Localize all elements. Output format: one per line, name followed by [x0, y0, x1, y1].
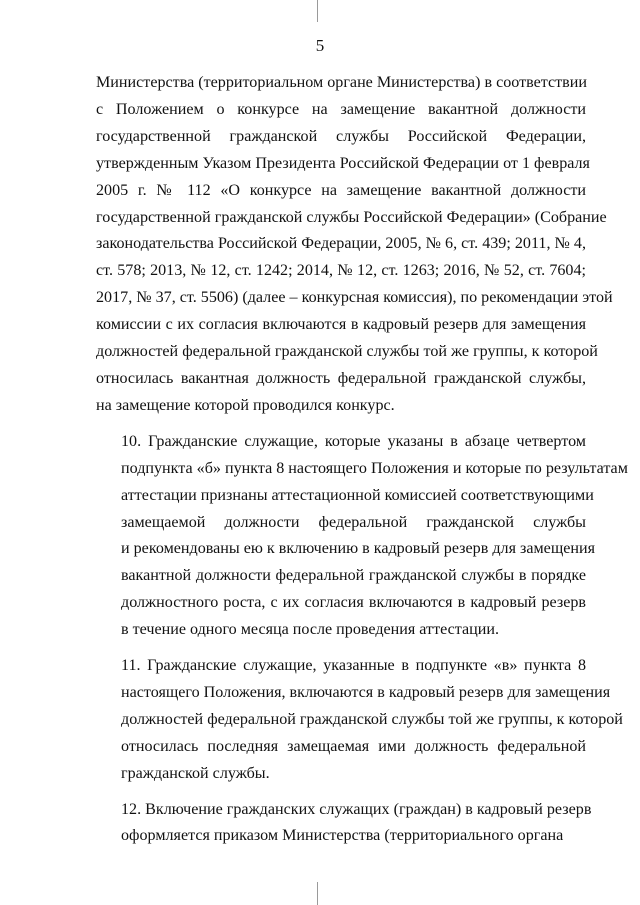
text-line: должностного роста, с их согласия включаются в кадровый резерв — [121, 594, 586, 612]
text-line: на замещение которой проводился конкурс. — [96, 396, 395, 414]
text-line: должностей федеральной гражданской службы той же группы, к которой — [121, 710, 623, 728]
document-body — [96, 70, 628, 859]
text-line: относилась вакантная должность федеральной гражданской службы, — [96, 369, 586, 387]
text-line: 11. Гражданские служащие, указанные в подпункте «в» пункта 8 — [121, 657, 586, 675]
text-line: 2017, № 37, ст. 5506) (далее – конкурсная комиссия), по рекомендации этой — [96, 289, 613, 307]
text-line: гражданской службы. — [121, 764, 270, 782]
text-line: вакантной должности федеральной гражданской службы в порядке — [121, 567, 586, 585]
text-line: подпункта «б» пункта 8 настоящего Положения и которые по результатам — [121, 459, 628, 477]
scan-fold-mark-bottom — [317, 882, 318, 905]
text-line: государственной гражданской службы Российской Федерации» (Собрание — [96, 208, 607, 226]
text-line: утвержденным Указом Президента Российской Федерации от 1 февраля — [96, 154, 590, 172]
text-line: аттестации признаны аттестационной комиссией соответствующими — [121, 486, 594, 504]
paragraph-3 — [96, 653, 623, 788]
text-line: оформляется приказом Министерства (территориального органа — [121, 827, 564, 845]
text-line: замещаемой должности федеральной гражданской службы — [121, 513, 586, 531]
text-line: 2005 г. № 112 «О конкурсе на замещение вакантной должности — [96, 181, 586, 199]
text-line: должностей федеральной гражданской службы той же группы, к которой — [96, 343, 598, 361]
text-line: законодательства Российской Федерации, 2005, № 6, ст. 439; 2011, № 4, — [96, 235, 586, 253]
scan-fold-mark-top — [317, 0, 318, 22]
paragraph-1 — [96, 70, 613, 420]
text-line: относилась последняя замещаемая ими должность федеральной — [121, 737, 586, 755]
text-line: настоящего Положения, включаются в кадровый резерв для замещения — [121, 683, 611, 701]
paragraph-4 — [96, 797, 592, 851]
text-line: 12. Включение гражданских служащих (граждан) в кадровый резерв — [121, 800, 592, 818]
text-line: комиссии с их согласия включаются в кадровый резерв для замещения — [96, 316, 586, 334]
paragraph-2 — [96, 429, 628, 644]
text-line: государственной гражданской службы Российской Федерации, — [96, 127, 586, 145]
page-number: 5 — [315, 36, 325, 55]
text-line: ст. 578; 2013, № 12, ст. 1242; 2014, № 12, ст. 1263; 2016, № 52, ст. 7604; — [96, 262, 586, 280]
text-line: в течение одного месяца после проведения аттестации. — [121, 621, 500, 639]
text-line: и рекомендованы ею к включению в кадровый резерв для замещения — [121, 540, 595, 558]
text-line: 10. Гражданские служащие, которые указаны в абзаце четвертом — [121, 432, 586, 450]
text-line: с Положением о конкурсе на замещение вакантной должности — [96, 100, 586, 118]
text-line: Министерства (территориальном органе Министерства) в соответствии — [96, 74, 588, 91]
